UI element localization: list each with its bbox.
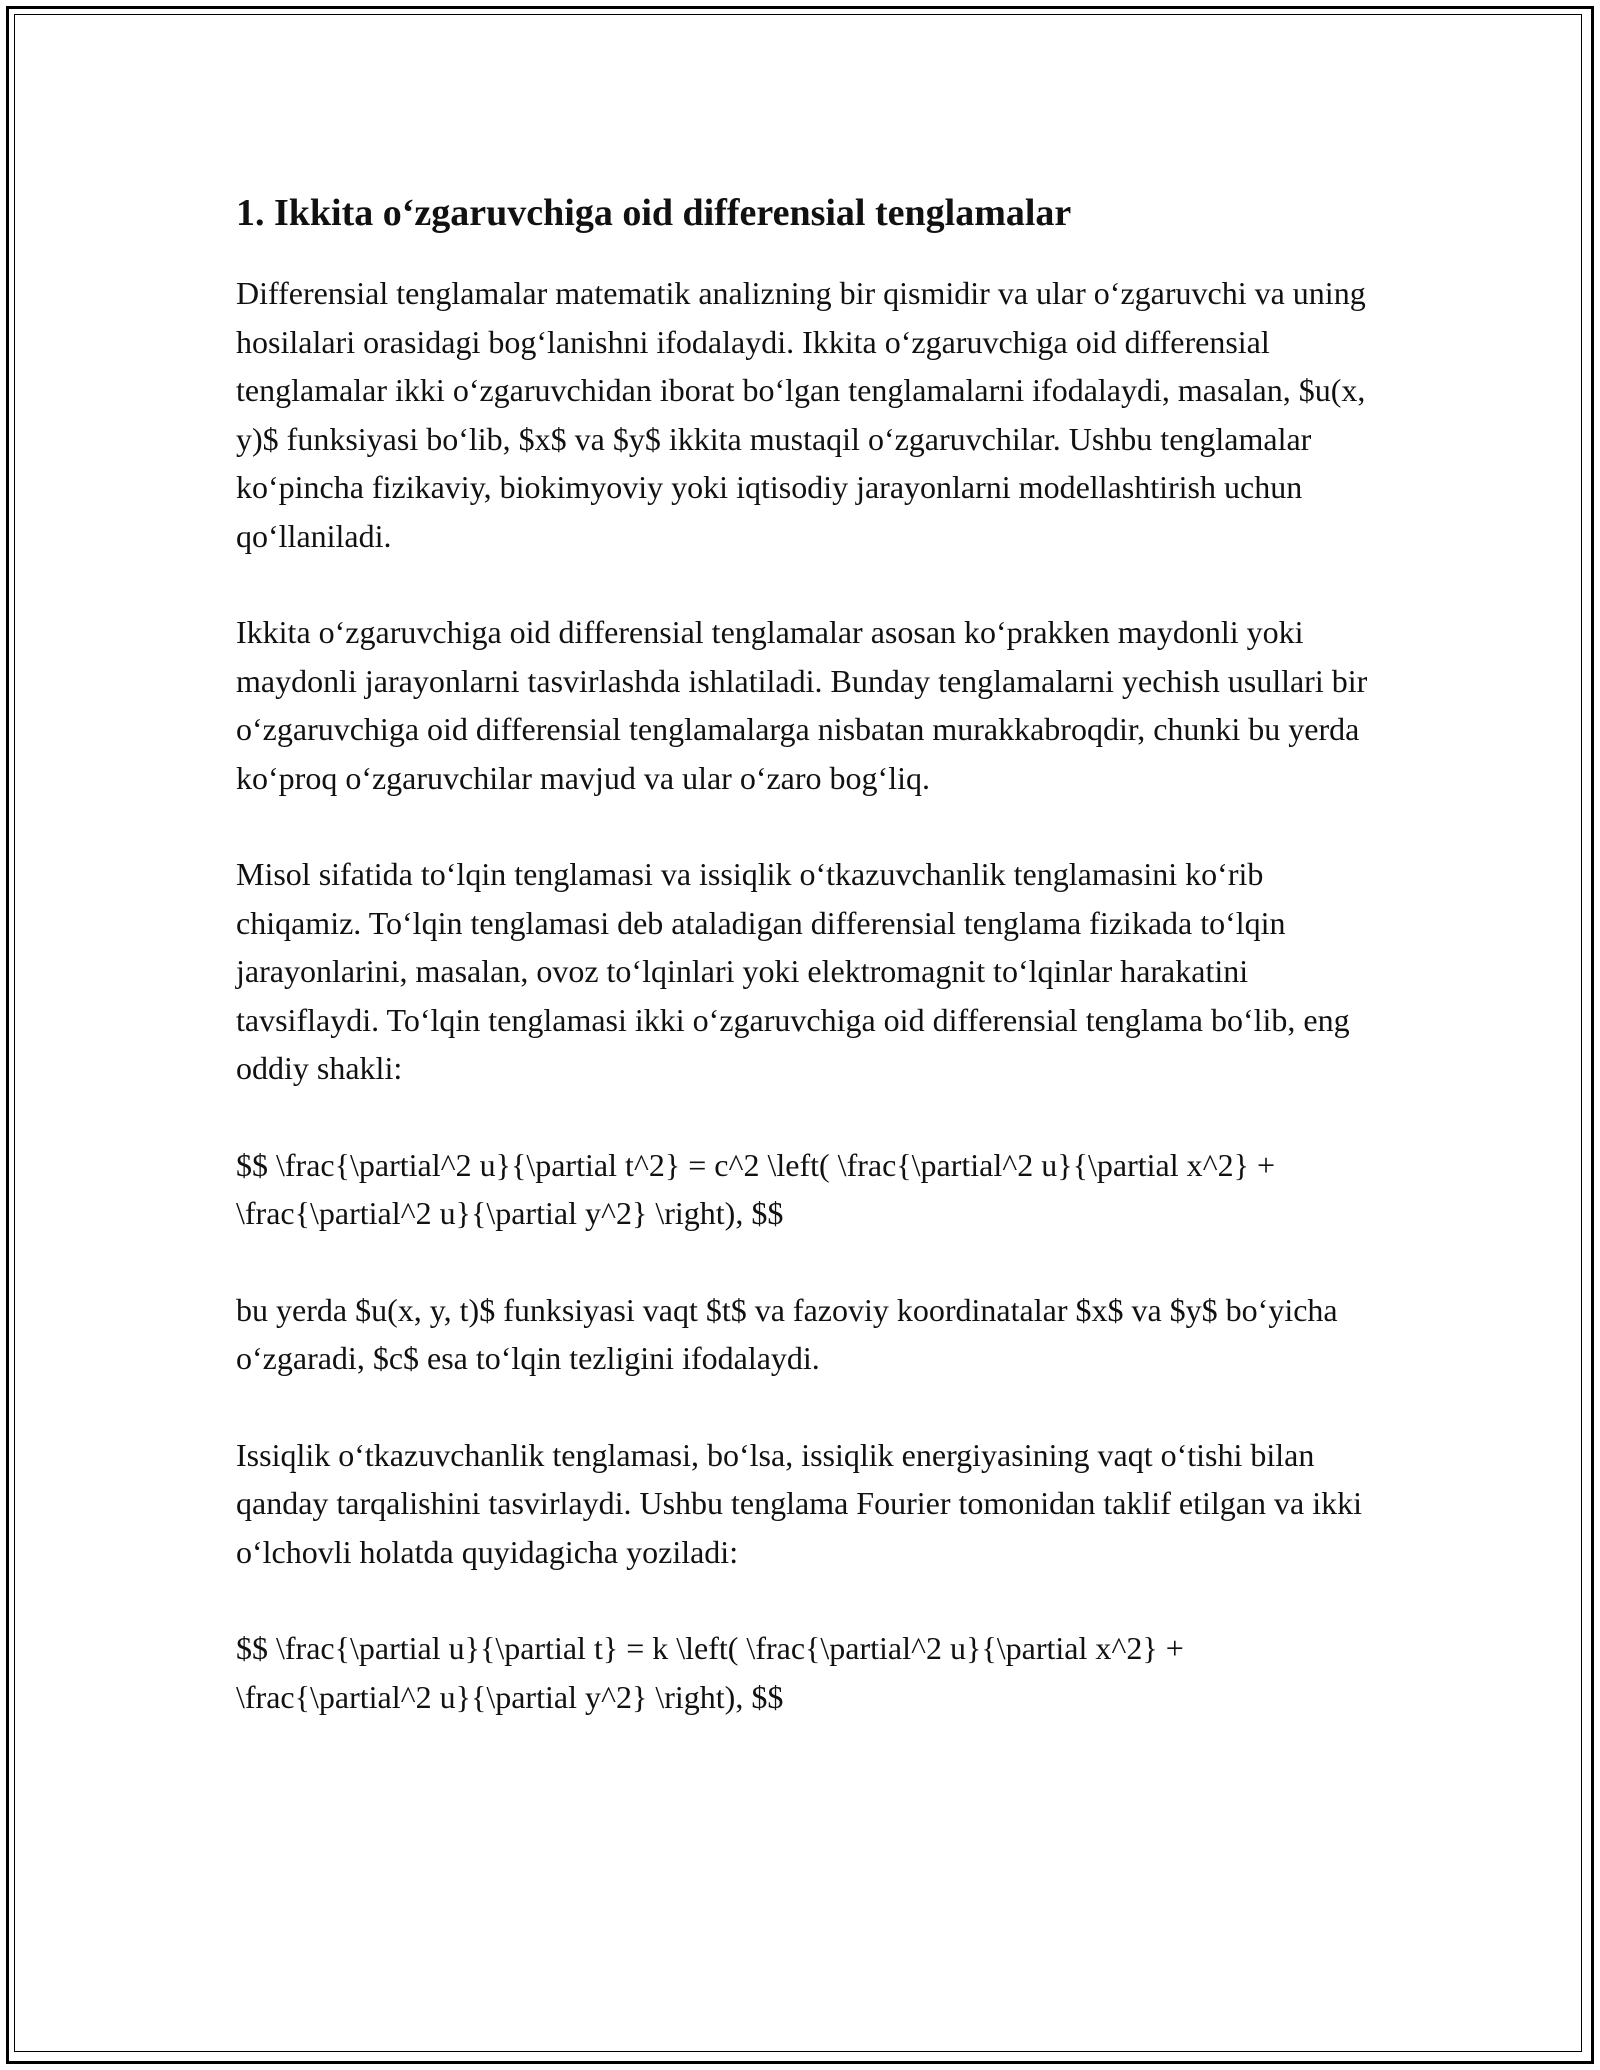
- document-body: [236, 185, 1376, 1769]
- heat-equation: $$ \frac{\partial u}{\partial t} = k \left( \frac{\partial^2 u}{\partial x^2} + \frac{\partial^2 u}{\partial y^2} \right), $$: [236, 1630, 1184, 1715]
- wave-equation: $$ \frac{\partial^2 u}{\partial t^2} = c^2 \left( \frac{\partial^2 u}{\partial x^2} + \frac{\partial^2 u}{\partial y^2} \right), $$: [236, 1146, 1276, 1231]
- paragraph-wave-explanation: bu yerda $u(x, y, t)$ funksiyasi vaqt $t$ va fazoviy koordinatalar $x$ va $y$ bo‘yicha o‘zgaradi, $c$ esa to‘lqin tezligini ifodalaydi.: [236, 1291, 1338, 1376]
- paragraph-usage: Ikkita o‘zgaruvchiga oid differensial tenglamalar asosan ko‘prakken maydonli yoki maydonli jarayonlarni tasvirlashda ishlatiladi. Bunday tenglamalarni yechish usullari bir o‘zgaruvchiga oid differensial tenglamalarga nisbatan murakkabroqdir, chunki bu yerda ko‘proq o‘zgaruvchilar mavjud va ular o‘zaro bog‘liq.: [236, 614, 1368, 796]
- paragraph-heat-example: Issiqlik o‘tkazuvchanlik tenglamasi, bo‘lsa, issiqlik energiyasining vaqt o‘tishi bilan qanday tarqalishini tasvirlaydi. Ushbu tenglama Fourier tomonidan taklif etilgan va ikki o‘lchovli holatda quyidagicha yoziladi:: [236, 1436, 1362, 1570]
- paragraph-wave-example: Misol sifatida to‘lqin tenglamasi va issiqlik o‘tkazuvchanlik tenglamasini ko‘rib chiqamiz. To‘lqin tenglamasi deb ataladigan differensial tenglama fizikada to‘lqin jarayonlarini, masalan, ovoz to‘lqinlari yoki elektromagnit to‘lqinlar harakatini tavsiflaydi. To‘lqin tenglamasi ikki o‘zgaruvchiga oid differensial tenglama bo‘lib, eng oddiy shakli:: [236, 856, 1350, 1086]
- section-heading: 1. Ikkita o‘zgaruvchiga oid differensial tenglamalar: [236, 192, 1072, 234]
- paragraph-intro: Differensial tenglamalar matematik analizning bir qismidir va ular o‘zgaruvchi va uning hosilalari orasidagi bog‘lanishni ifodalaydi. Ikkita o‘zgaruvchiga oid differensial tenglamalar ikki o‘zgaruvchidan iborat bo‘lgan tenglamalarni ifodalaydi, masalan, $u(x, y)$ funksiyasi bo‘lib, $x$ va $y$ ikkita mustaqil o‘zgaruvchilar. Ushbu tenglamalar ko‘pincha fizikaviy, biokimyoviy yoki iqtisodiy jarayonlarni modellashtirish uchun qo‘llaniladi.: [236, 275, 1366, 554]
